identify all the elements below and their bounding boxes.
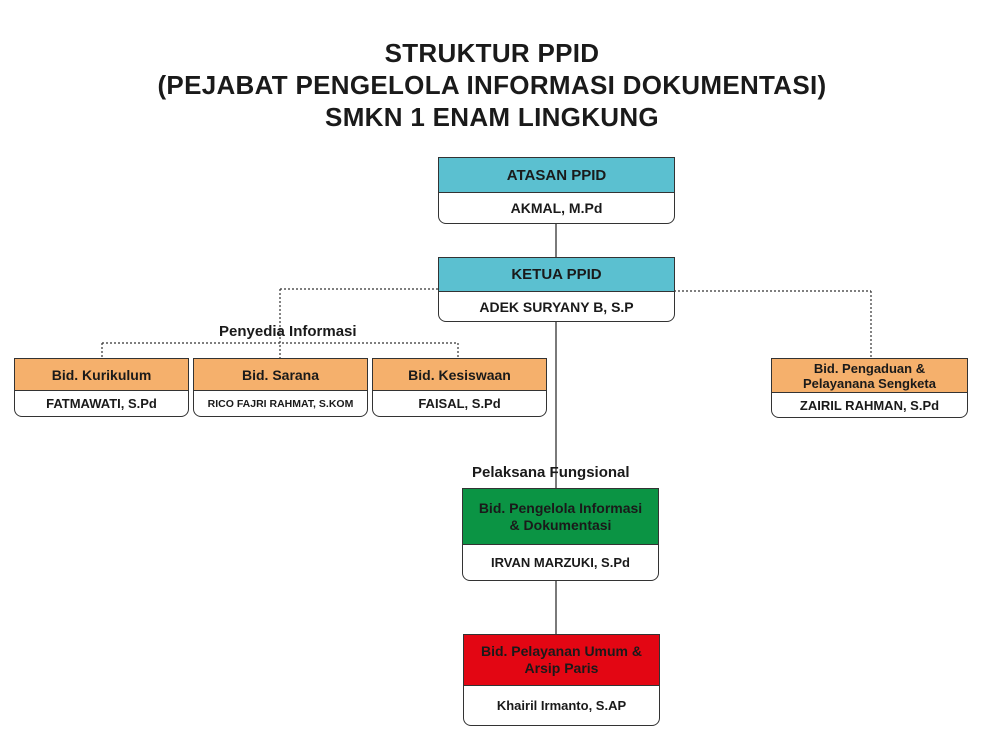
diagram-title-line-1: STRUKTUR PPID [384, 38, 600, 68]
kesiswaan-role: Bid. Kesiswaan [373, 359, 546, 391]
pelayanan-name: Khairil Irmanto, S.AP [496, 698, 627, 713]
kesiswaan-box [372, 358, 547, 417]
pengelola-box [462, 488, 659, 581]
ketua-ppid-role: KETUA PPID [439, 258, 674, 292]
atasan-ppid-box [438, 157, 675, 224]
atasan-ppid-role: ATASAN PPID [439, 158, 674, 193]
ketua-ppid-name: ADEK SURYANY B, S.P [479, 298, 634, 315]
kurikulum-name: FATMAWATI, S.Pd [46, 396, 157, 411]
pengaduan-box [771, 358, 968, 418]
pelayanan-role: Bid. Pelayanan Umum & Arsip Paris [464, 635, 659, 686]
ketua-ppid-box [438, 257, 675, 322]
diagram-title-line-3: SMKN 1 ENAM LINGKUNG [325, 102, 659, 132]
sarana-role: Bid. Sarana [194, 359, 367, 391]
kurikulum-role: Bid. Kurikulum [15, 359, 188, 391]
kurikulum-box [14, 358, 189, 417]
pengaduan-role: Bid. Pengaduan & Pelayanana Sengketa [772, 359, 967, 393]
sarana-name: RICO FAJRI RAHMAT, S.KOM [207, 397, 354, 410]
pengelola-role: Bid. Pengelola Informasi & Dokumentasi [463, 489, 658, 545]
pengelola-name: IRVAN MARZUKI, S.Pd [491, 555, 630, 570]
pelayanan-box [463, 634, 660, 726]
kesiswaan-name: FAISAL, S.Pd [418, 396, 501, 411]
sarana-box [193, 358, 368, 417]
diagram-title-line-2: (PEJABAT PENGELOLA INFORMASI DOKUMENTASI) [157, 70, 827, 100]
pengaduan-name: ZAIRIL RAHMAN, S.Pd [799, 397, 940, 413]
penyedia-informasi-label: Penyedia Informasi [219, 323, 357, 340]
pelaksana-fungsional-label: Pelaksana Fungsional [472, 464, 630, 481]
atasan-ppid-name: AKMAL, M.Pd [510, 200, 603, 216]
